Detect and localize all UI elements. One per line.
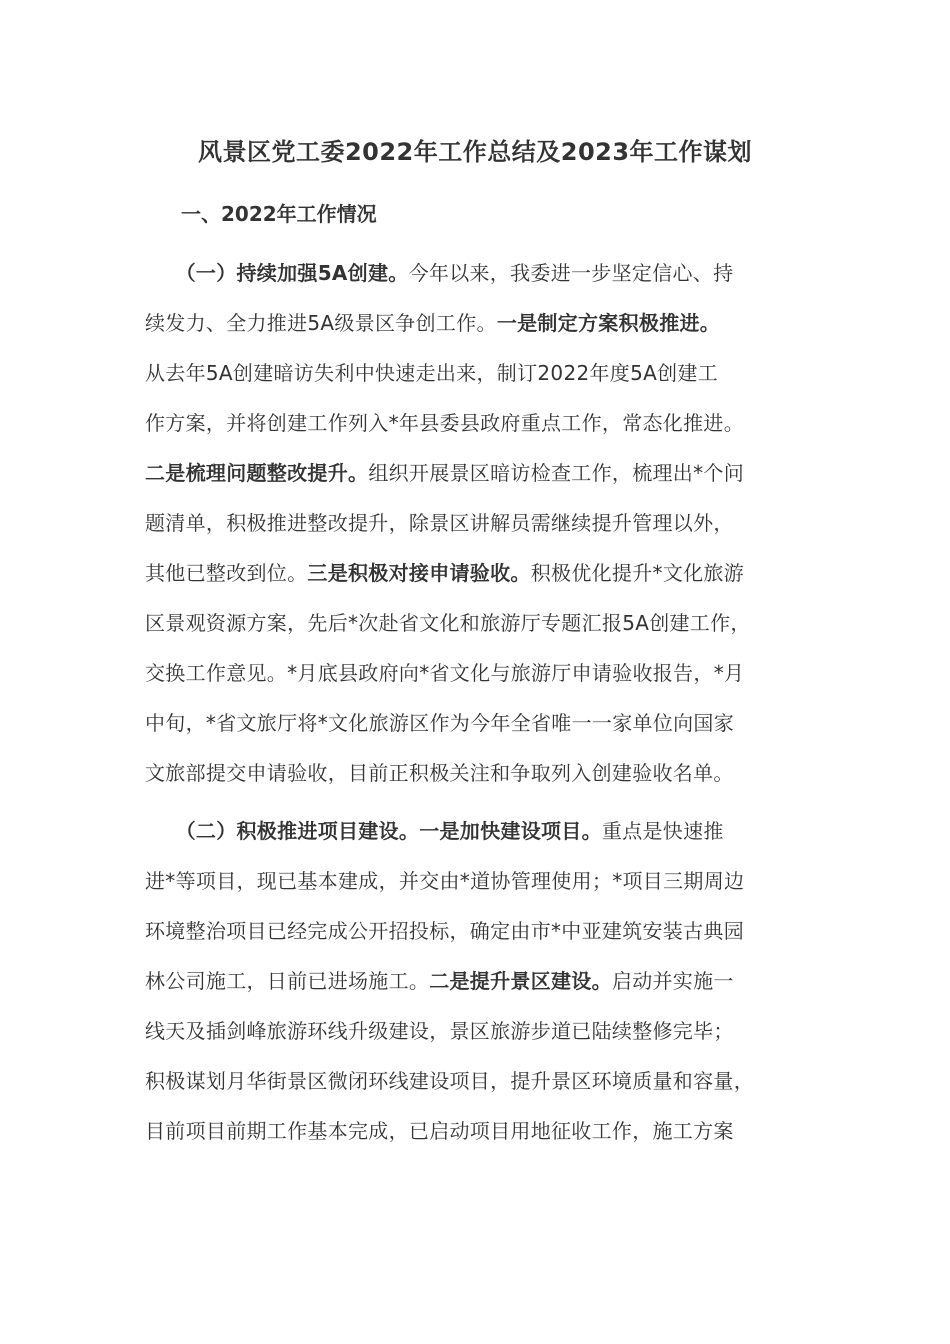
text-run: 续发力、全力推进5A级景区争创工作。	[145, 311, 497, 335]
paragraph-line	[145, 698, 830, 748]
text-run: 目前项目前期工作基本完成，已启动项目用地征收工作，施工方案	[145, 1119, 734, 1143]
bold-text-run: 三是积极对接申请验收。	[307, 561, 531, 585]
paragraph-line	[145, 1106, 830, 1156]
text-run: 题清单，积极推进整改提升，除景区讲解员需继续提升管理以外，	[145, 511, 734, 535]
bold-text-run: （二）积极推进项目建设。一是加快建设项目。	[145, 819, 602, 843]
paragraph-line	[145, 448, 830, 498]
paragraph-line	[145, 598, 830, 648]
paragraph-line	[145, 748, 830, 798]
paragraph-line	[145, 1006, 830, 1056]
paragraph-line	[145, 806, 830, 856]
paragraph-line	[145, 548, 830, 598]
text-run: 区景观资源方案，先后*次赴省文化和旅游厅专题汇报5A创建工作，	[145, 611, 751, 635]
text-run: 重点是快速推	[601, 819, 724, 843]
bold-text-run: （一）持续加强5A创建。	[145, 261, 409, 285]
text-run: 进*等项目，现已基本建成，并交由*道协管理使用；*项目三期周边	[145, 869, 745, 893]
document-title: 风景区党工委2022年工作总结及2023年工作谋划	[197, 138, 753, 166]
paragraph-5a-creation	[145, 248, 830, 798]
section-heading: 一、2022年工作情况	[181, 202, 377, 226]
paragraph-line	[145, 248, 830, 298]
bold-text-run: 二是梳理问题整改提升。	[145, 461, 369, 485]
paragraph-line	[145, 348, 830, 398]
text-run: 组织开展景区暗访检查工作，梳理出*个问	[368, 461, 745, 485]
bold-text-run: 一是制定方案积极推进。	[496, 311, 721, 335]
text-run: 启动并实施一	[611, 969, 734, 993]
text-run: 从去年5A创建暗访失利中快速走出来，制订2022年度5A创建工	[145, 361, 719, 385]
text-run: 今年以来，我委进一步坚定信心、持	[408, 261, 734, 285]
text-run: 中旬，*省文旅厅将*文化旅游区作为今年全省唯一一家单位向国家	[145, 711, 734, 735]
text-run: 积极谋划月华街景区微闭环线建设项目，提升景区环境质量和容量，	[145, 1069, 754, 1093]
text-run: 线天及插剑峰旅游环线升级建设，景区旅游步道已陆续整修完毕；	[145, 1019, 734, 1043]
bold-text-run: 二是提升景区建设。	[429, 969, 612, 993]
text-run: 文旅部提交申请验收，目前正积极关注和争取列入创建验收名单。	[145, 761, 734, 785]
text-run: 环境整治项目已经完成公开招投标，确定由市*中亚建筑安装古典园	[145, 919, 744, 943]
paragraph-line	[145, 956, 830, 1006]
text-run: 其他已整改到位。	[145, 561, 308, 585]
paragraph-line	[145, 298, 830, 348]
paragraph-line	[145, 648, 830, 698]
paragraph-project-construction	[145, 806, 830, 1156]
text-run: 林公司施工，日前已进场施工。	[145, 969, 430, 993]
paragraph-line	[145, 906, 830, 956]
text-run: 交换工作意见。*月底县政府向*省文化与旅游厅申请验收报告，*月	[145, 661, 745, 685]
paragraph-line	[145, 398, 830, 448]
paragraph-line	[145, 498, 830, 548]
text-run: 作方案，并将创建工作列入*年县委县政府重点工作，常态化推进。	[145, 411, 744, 435]
text-run: 积极优化提升*文化旅游	[530, 561, 745, 585]
paragraph-line	[145, 856, 830, 906]
paragraph-line	[145, 1056, 830, 1106]
